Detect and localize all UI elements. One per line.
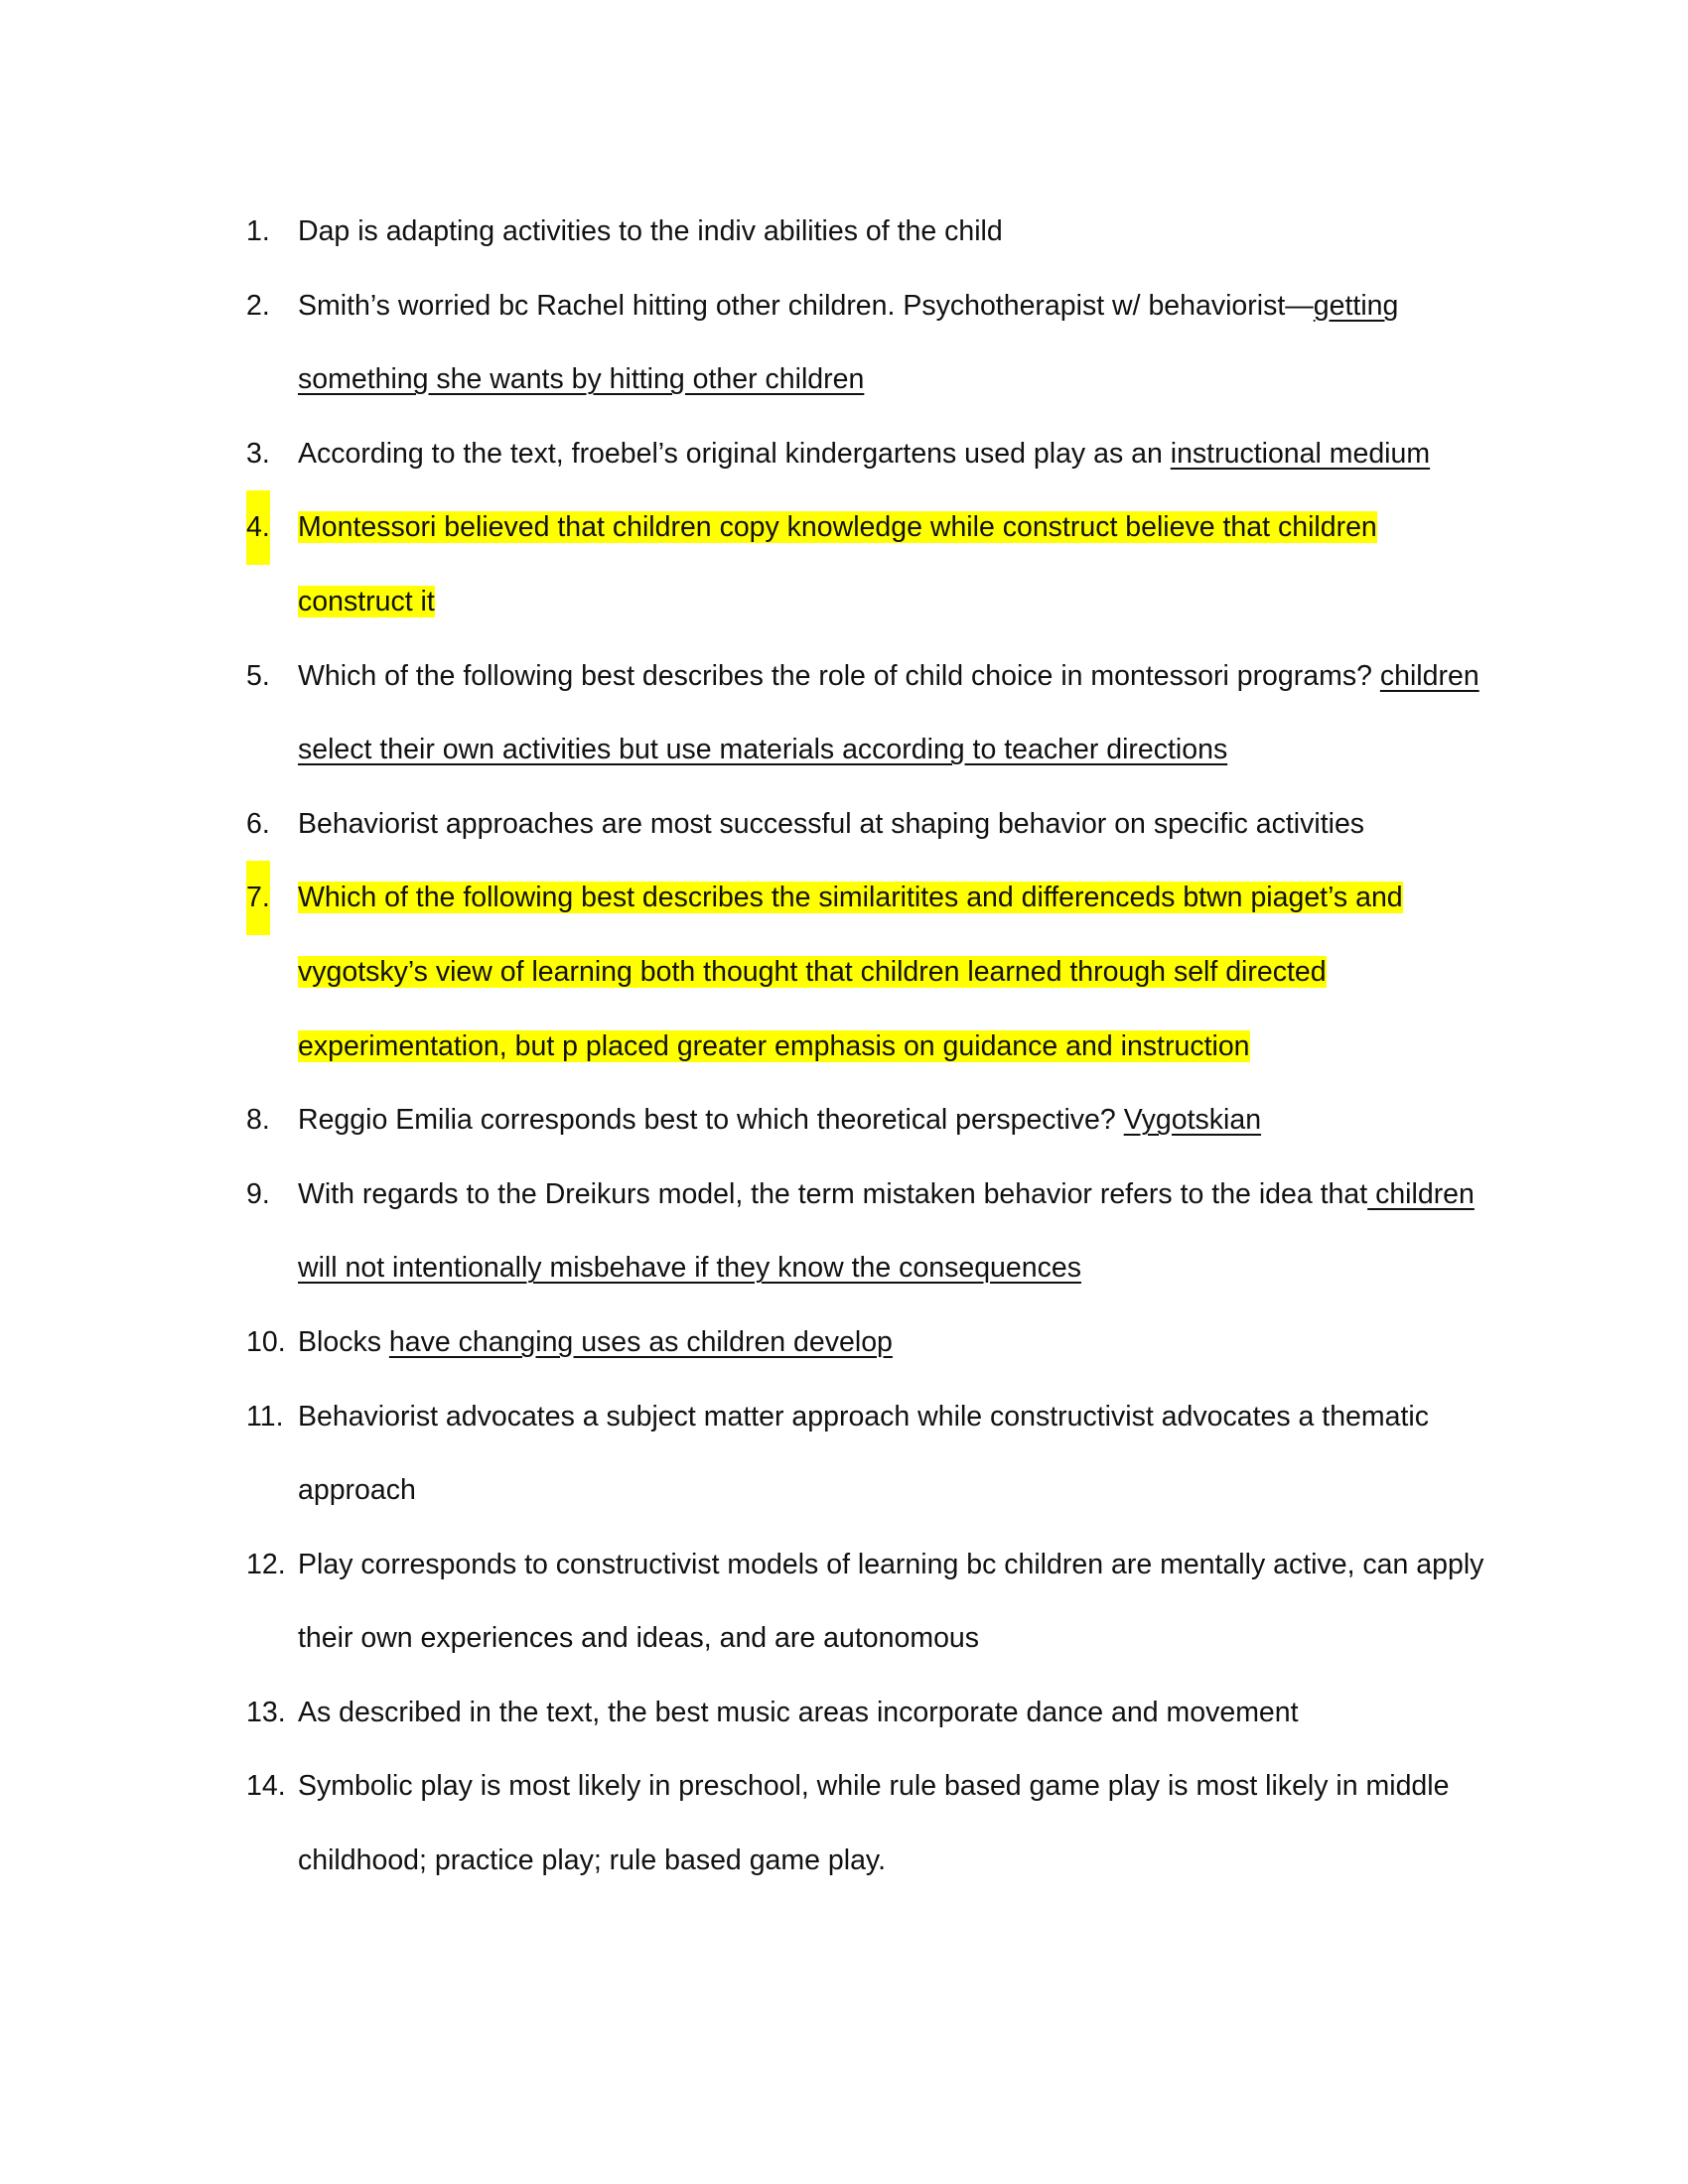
item-number: 10.	[246, 1325, 286, 1358]
list-item	[246, 195, 1489, 269]
item-number: 2.	[246, 289, 270, 322]
list-item	[246, 417, 1489, 491]
item-text: Behaviorist advocates a subject matter approach while constructivist advocates a thematic approach	[298, 1400, 1429, 1507]
item-number: 11.	[246, 1400, 284, 1433]
item-answer-underlined: children select their own activities but use materials according to teacher directions	[298, 659, 1479, 766]
item-answer-underlined: getting something she wants by hitting other children	[298, 289, 1399, 396]
item-text: Play corresponds to constructivist models of learning bc children are mentally active, can apply their own experiences and ideas, and are autonomous	[298, 1548, 1484, 1655]
list-item	[246, 269, 1489, 417]
item-number: 8.	[246, 1104, 270, 1137]
item-answer-underlined: instructional medium	[1170, 437, 1431, 470]
list-item	[246, 1305, 1489, 1380]
item-text: Symbolic play is most likely in preschool, while rule based game play is most likely in middle childhood; practice play; rule based game play.	[298, 1770, 1450, 1877]
item-text: With regards to the Dreikurs model, the term mistaken behavior refers to the idea that	[298, 1177, 1368, 1210]
item-number: 7.	[246, 861, 270, 935]
item-number: 4.	[246, 490, 270, 565]
list-item	[246, 1083, 1489, 1158]
list-item	[246, 639, 1489, 787]
item-text: According to the text, froebel’s original kindergartens used play as an	[298, 437, 1171, 470]
item-text-highlighted: Which of the following best describes the similaritites and differenceds btwn piaget’s and vygotsky’s view of learning both thought that children learned through self directed experimentation, but p placed greater emphasis on guidance and instruction	[298, 882, 1403, 1062]
item-answer-underlined: have changing uses as children develop	[388, 1325, 893, 1358]
item-number: 5.	[246, 659, 270, 692]
list-item	[246, 787, 1489, 862]
item-number: 12.	[246, 1548, 286, 1580]
item-number: 6.	[246, 807, 270, 840]
list-item	[246, 1676, 1489, 1750]
item-number: 1.	[246, 215, 270, 247]
answer-list	[246, 195, 1489, 1898]
list-item-highlighted	[246, 861, 1489, 1083]
list-item	[246, 1158, 1489, 1305]
item-number: 13.	[246, 1696, 286, 1728]
item-text: As described in the text, the best music areas incorporate dance and movement	[298, 1696, 1299, 1728]
item-text: Which of the following best describes the role of child choice in montessori programs?	[298, 659, 1380, 692]
item-text: Smith’s worried bc Rachel hitting other children. Psychotherapist w/ behaviorist—	[298, 289, 1314, 322]
item-text: Reggio Emilia corresponds best to which theoretical perspective?	[298, 1104, 1124, 1137]
item-text: Dap is adapting activities to the indiv abilities of the child	[298, 215, 1003, 247]
item-text: Blocks	[298, 1325, 389, 1358]
list-item-highlighted	[246, 490, 1489, 638]
list-item	[246, 1749, 1489, 1897]
item-number: 3.	[246, 437, 270, 470]
item-answer-underlined: children will not intentionally misbehave if they know the consequences	[298, 1177, 1475, 1285]
item-text-highlighted: Montessori believed that children copy knowledge while construct believe that children construct it	[298, 511, 1377, 617]
list-item	[246, 1380, 1489, 1528]
item-number: 9.	[246, 1177, 270, 1210]
list-item	[246, 1528, 1489, 1676]
item-number: 14.	[246, 1770, 286, 1803]
item-text: Behaviorist approaches are most successful at shaping behavior on specific activities	[298, 807, 1365, 840]
item-answer-underlined: Vygotskian	[1123, 1104, 1262, 1137]
